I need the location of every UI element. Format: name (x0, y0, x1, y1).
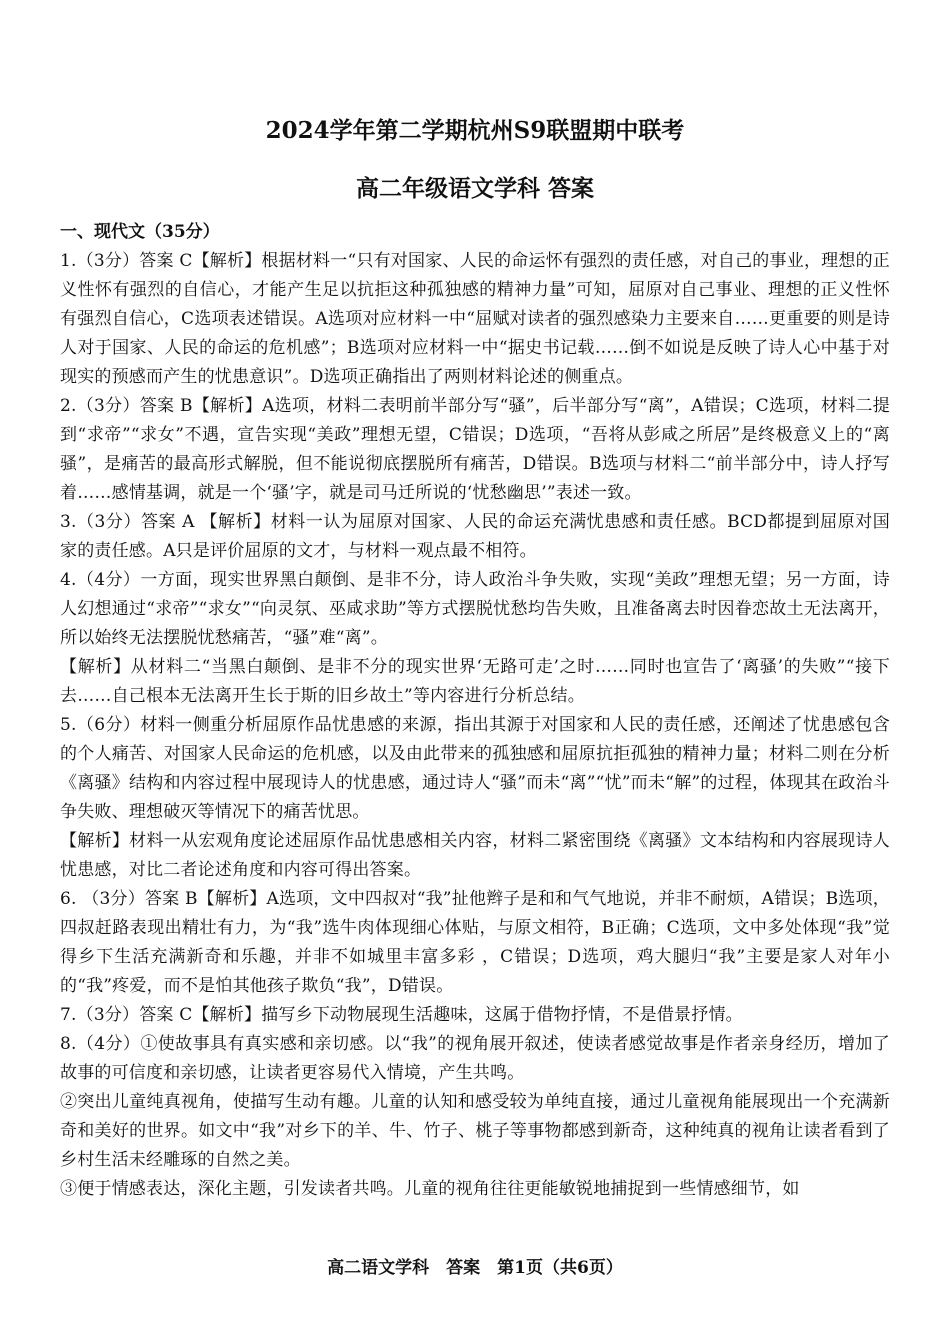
answer-q5-analysis: 【解析】材料一从宏观角度论述屈原作品忧患感相关内容，材料二紧密围绕《离骚》文本结构和内容展现诗人忧患感，对比二者论述角度和内容可得出答案。 (60, 831, 890, 880)
answer-q6: 6. （3分）答案 B【解析】A选项，文中四叔对“我”扯他辫子是和和气气地说，并非不耐烦，A错误；B选项，四叔赶路表现出精壮有力，为“我”选牛肉体现细心体贴，与原文相符，B正确；C选项，文中多处体现“我”觉得乡下生活充满新奇和乐趣，并非不如城里丰富多彩 ，C错误；D选项，鸡大腿归“我”主要是家人对年小的“我”疼爱，而不是怕其他孩子欺负“我”，D错误。 (60, 889, 890, 996)
answer-q8-point3: ③便于情感表达，深化主题，引发读者共鸣。儿童的视角往往更能敏锐地捕捉到一些情感细节，如 (60, 1179, 800, 1199)
document-title: 2024学年第二学期杭州S9联盟期中联考 (265, 117, 685, 144)
answer-q5: 5.（6分）材料一侧重分析屈原作品忧患感的来源，指出其源于对国家和人民的责任感，还阐述了忧患感包含的个人痛苦、对国家人民命运的危机感，以及由此带来的孤独感和屈原抗拒孤独的精神力量；材料二则在分析《离骚》结构和内容过程中展现诗人的忧患感，通过诗人“骚”而未“离”“忧”而未“解”的过程，体现其在政治斗争失败、理想破灭等情况下的痛苦忧思。 (60, 715, 890, 822)
answer-q3: 3.（3分）答案 A 【解析】材料一认为屈原对国家、人民的命运充满忧患感和责任感。BCD都提到屈原对国家的责任感。A只是评价屈原的文才，与材料一观点最不相符。 (60, 512, 890, 561)
answer-q4: 4.（4分）一方面，现实世界黑白颠倒、是非不分，诗人政治斗争失败，实现“美政”理想无望；另一方面，诗人幻想通过“求帝”“求女”“向灵氛、巫咸求助”等方式摆脱忧愁均告失败，且准备离去时因眷恋故土无法离开，所以始终无法摆脱忧愁痛苦，“骚”难“离”。 (60, 570, 890, 648)
answer-content (60, 218, 890, 1204)
answer-q8-point2: ②突出儿童纯真视角，使描写生动有趣。儿童的认知和感受较为单纯直接，通过儿童视角能展现出一个充满新奇和美好的世界。如文中“我”对乡下的羊、牛、竹子、桃子等事物都感到新奇，这种纯真的视角让读者看到了乡村生活未经雕琢的自然之美。 (60, 1092, 890, 1170)
answer-q2: 2.（3分）答案 B【解析】A选项，材料二表明前半部分写“骚”，后半部分写“离”，A错误；C选项，材料二提到“求帝”“求女”不遇，宣告实现“美政”理想无望，C错误；D选项，“吾将从彭咸之所居”是终极意义上的“离骚”，是痛苦的最高形式解脱，但不能说彻底摆脱所有痛苦，D错误。B选项与材料二“前半部分中，诗人抒写着……感情基调，就是一个‘骚’字，就是司马迁所说的‘忧愁幽思’”表述一致。 (60, 396, 890, 503)
page-footer: 高二语文学科 答案 第1页（共6页） (327, 1258, 623, 1278)
answer-q7: 7.（3分）答案 C【解析】描写乡下动物展现生活趣味，这属于借物抒情，不是借景抒情。 (60, 1005, 743, 1025)
answer-q8-point1: 8.（4分）①使故事具有真实感和亲切感。以“我”的视角展开叙述，使读者感觉故事是作者亲身经历，增加了故事的可信度和亲切感，让读者更容易代入情境，产生共鸣。 (60, 1034, 890, 1083)
document-subtitle: 高二年级语文学科 答案 (355, 175, 594, 202)
answer-q1: 1.（3分）答案 C【解析】根据材料一“只有对国家、人民的命运怀有强烈的责任感，对自己的事业，理想的正义性怀有强烈的自信心，才能产生足以抗拒这种孤独感的精神力量”可知，屈原对自己事业、理想的正义性怀有强烈自信心，C选项表述错误。A选项对应材料一中“屈赋对读者的强烈感染力主要来自……更重要的则是诗人对于国家、人民的命运的危机感”；B选项对应材料一中“据史书记载……倒不如说是反映了诗人心中基于对现实的预感而产生的忧患意识”。D选项正确指出了两则材料论述的侧重点。 (60, 251, 890, 387)
answer-q4-analysis: 【解析】从材料二“当黑白颠倒、是非不分的现实世界‘无路可走’之时……同时也宣告了‘离骚’的失败”“接下去……自己根本无法离开生长于斯的旧乡故土”等内容进行分析总结。 (60, 657, 890, 706)
section-heading: 一、现代文（35分） (60, 222, 220, 242)
